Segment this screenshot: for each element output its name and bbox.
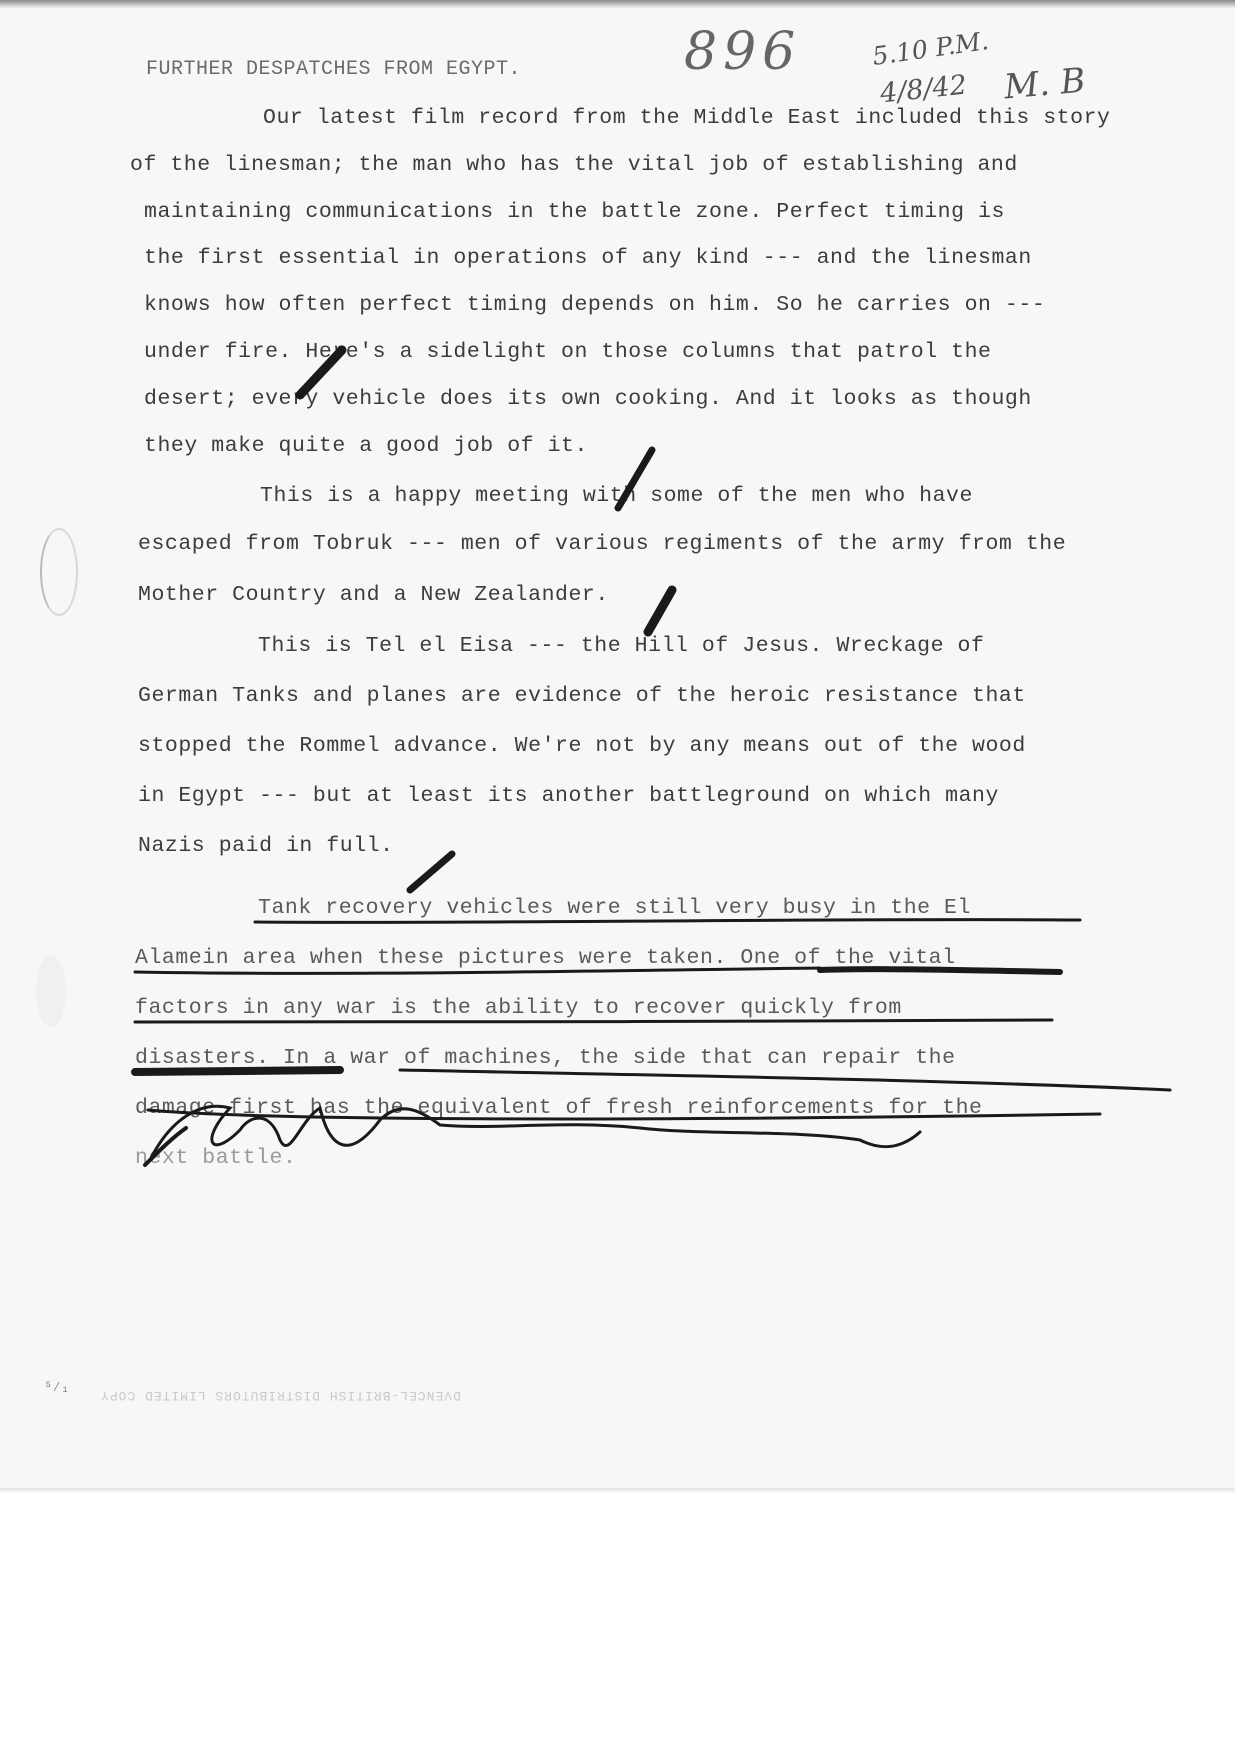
text-line: they make quite a good job of it. [144,434,588,458]
text-line: Nazis paid in full. [138,834,394,858]
text-line: the first essential in operations of any kind --- and the linesman [144,246,1032,270]
strike-line [135,968,820,973]
text-line: Our latest film record from the Middle East included this story [263,106,1111,130]
strike-line [135,1020,1052,1023]
bleed-through-footer: DVENCEL-BRITISH DISTRIBUTORS LIMITED COPY [100,1388,461,1403]
cut-slash-mark [410,854,452,890]
text-line: of the linesman; the man who has the vital job of establishing and [130,153,1018,177]
strike-line [135,1070,340,1072]
cut-slash-mark [300,350,342,395]
handwritten-initials: M. B [1002,60,1088,108]
struck-text-line: factors in any war is the ability to recover quickly from [135,996,902,1020]
handwritten-date: 4/8/42 [878,69,969,110]
document-title: FURTHER DESPATCHES FROM EGYPT. [146,58,522,81]
cut-slash-mark [648,590,672,632]
strike-line [820,969,1060,972]
text-line: This is a happy meeting with some of the men who have [260,484,973,508]
strike-line [400,1070,1170,1090]
text-line: under fire. Here's a sidelight on those columns that patrol the [144,340,992,364]
text-line: maintaining communications in the battle zone. Perfect timing is [144,200,1005,224]
margin-mark: ⁵⁄₁ [44,1380,70,1396]
strike-line [255,920,1080,923]
text-line: knows how often perfect timing depends on him. So he carries on --- [144,293,1046,317]
text-line: German Tanks and planes are evidence of the heroic resistance that [138,684,1026,708]
handwritten-page-number: 896 [684,22,802,82]
text-line: stopped the Rommel advance. We're not by any means out of the wood [138,734,1026,758]
strike-line [148,1110,1100,1119]
struck-text-line: Alamein area when these pictures were taken. One of the vital [135,946,956,970]
text-line: escaped from Tobruk --- men of various regiments of the army from the [138,532,1067,556]
struck-text-line: disasters. In a war of machines, the side that can repair the [135,1046,956,1070]
cut-slash-mark [618,450,652,508]
struck-text-line: next battle. [135,1146,297,1170]
text-line: This is Tel el Eisa --- the Hill of Jesus. Wreckage of [258,634,985,658]
struck-text-line: Tank recovery vehicles were still very busy in the El [258,896,971,920]
handwritten-time: 5.10 P.M. [870,26,991,71]
text-line: in Egypt --- but at least its another battleground on which many [138,784,999,808]
struck-text-line: damage first has the equivalent of fresh reinforcements for the [135,1096,983,1120]
text-line: Mother Country and a New Zealander. [138,583,609,607]
text-line: desert; every vehicle does its own cooking. And it looks as though [144,387,1032,411]
